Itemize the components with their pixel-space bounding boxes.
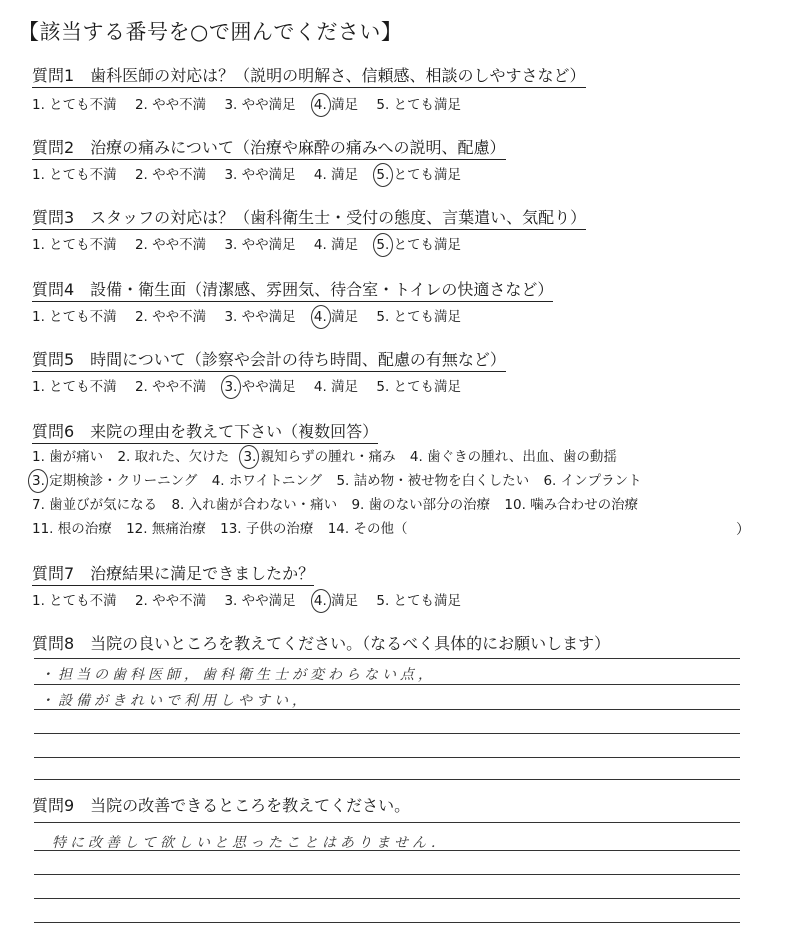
question-5-options [32, 378, 475, 396]
q3-option-2[interactable]: 2. やや不満 [134, 237, 207, 253]
q2-option-1[interactable]: 1. とても不満 [32, 167, 117, 183]
question-4-options [32, 308, 475, 326]
q7-option-4[interactable]: 4. 満足 [313, 593, 359, 609]
q8-rule-line-5 [34, 757, 740, 758]
q8-rule-line-2 [34, 684, 740, 685]
question-4-title: 質問4 設備・衛生面（清潔感、雰囲気、待合室・トイレの快適さなど） [32, 280, 553, 302]
q6-option-painless[interactable]: 12. 無痛治療 [126, 521, 206, 537]
q4-option-5[interactable]: 5. とても満足 [376, 309, 462, 325]
q6-option-missing-teeth[interactable]: 9. 歯のない部分の治療 [351, 497, 491, 513]
q6-option-checkup[interactable]: 3. 定期検診・クリーニング [32, 473, 198, 489]
question-3-title: 質問3 スタッフの対応は？（歯科衛生士・受付の態度、言葉遣い、気配り） [32, 208, 586, 230]
q8-rule-line-6 [34, 779, 740, 780]
q2-option-3[interactable]: 3. やや満足 [224, 167, 296, 183]
q6-row-1 [32, 448, 627, 466]
instruction-heading: 【該当する番号を○で囲んでください】 [18, 20, 403, 44]
q2-option-2[interactable]: 2. やや不満 [134, 167, 207, 183]
q6-option-bite[interactable]: 10. 噛み合わせの治療 [504, 497, 639, 513]
q6-other-close-paren: ） [736, 522, 750, 538]
q9-answer-1: 特に改善して欲しいと思ったことはありません． [52, 835, 449, 851]
q3-option-5[interactable]: 5. とても満足 [376, 237, 462, 253]
q5-option-2[interactable]: 2. やや不満 [134, 379, 207, 395]
question-8-title: 質問8 当院の良いところを教えてください。（なるべく具体的にお願いします） [32, 634, 611, 653]
q7-option-1[interactable]: 1. とても不満 [32, 593, 117, 609]
q6-option-gum-swelling[interactable]: 4. 歯ぐきの腫れ、出血、歯の動揺 [409, 449, 617, 465]
q7-option-3[interactable]: 3. やや満足 [224, 593, 296, 609]
q5-option-4[interactable]: 4. 満足 [313, 379, 359, 395]
q3-option-4[interactable]: 4. 満足 [313, 237, 359, 253]
q6-option-whitening[interactable]: 4. ホワイトニング [211, 473, 323, 489]
question-5-title: 質問5 時間について（診察や会計の待ち時間、配慮の有無など） [32, 350, 506, 372]
q6-row-2 [32, 472, 652, 490]
question-9-title: 質問9 当院の改善できるところを教えてください。 [32, 796, 411, 815]
q2-option-5[interactable]: 5. とても満足 [376, 167, 462, 183]
q1-option-1[interactable]: 1. とても不満 [32, 97, 117, 113]
q8-rule-line-4 [34, 733, 740, 734]
q6-option-teeth-hurt[interactable]: 1. 歯が痛い [32, 449, 104, 465]
q4-option-3[interactable]: 3. やや満足 [224, 309, 296, 325]
q4-option-1[interactable]: 1. とても不満 [32, 309, 117, 325]
q9-rule-line-2 [34, 850, 740, 851]
q6-row-4 [32, 520, 417, 538]
q8-answer-2: ・設備がきれいで利用しやすい， [40, 693, 310, 709]
q8-rule-line-1 [34, 658, 740, 659]
q1-option-4[interactable]: 4. 満足 [313, 97, 359, 113]
q7-option-2[interactable]: 2. やや不満 [134, 593, 207, 609]
q9-rule-line-5 [34, 922, 740, 923]
q9-rule-line-4 [34, 898, 740, 899]
q6-option-other[interactable]: 14. その他（ [327, 521, 408, 537]
q9-rule-line-1 [34, 822, 740, 823]
question-7-options [32, 592, 475, 610]
q6-option-root-canal[interactable]: 11. 根の治療 [32, 521, 112, 537]
q7-option-5[interactable]: 5. とても満足 [376, 593, 462, 609]
question-6-title: 質問6 来院の理由を教えて下さい（複数回答） [32, 422, 378, 444]
q3-option-1[interactable]: 1. とても不満 [32, 237, 117, 253]
q4-option-2[interactable]: 2. やや不満 [134, 309, 207, 325]
q6-option-white-fillings[interactable]: 5. 詰め物・被せ物を白くしたい [336, 473, 530, 489]
q3-option-3[interactable]: 3. やや満足 [224, 237, 296, 253]
q2-option-4[interactable]: 4. 満足 [313, 167, 359, 183]
q5-option-5[interactable]: 5. とても満足 [376, 379, 462, 395]
q6-option-wisdom-tooth[interactable]: 3. 親知らずの腫れ・痛み [243, 449, 396, 465]
q8-rule-line-3 [34, 709, 740, 710]
q6-option-chipped[interactable]: 2. 取れた、欠けた [117, 449, 230, 465]
question-3-options [32, 236, 475, 254]
q6-option-dentures[interactable]: 8. 入れ歯が合わない・痛い [171, 497, 338, 513]
question-1-options [32, 96, 475, 114]
q6-option-child[interactable]: 13. 子供の治療 [220, 521, 314, 537]
question-2-options [32, 166, 475, 184]
question-2-title: 質問2 治療の痛みについて（治療や麻酔の痛みへの説明、配慮） [32, 138, 506, 160]
q6-row-3 [32, 496, 648, 514]
q8-answer-1: ・担当の歯科医師，歯科衛生士が変わらない点， [40, 667, 436, 683]
q4-option-4[interactable]: 4. 満足 [313, 309, 359, 325]
q6-option-implant[interactable]: 6. インプラント [543, 473, 642, 489]
q1-option-3[interactable]: 3. やや満足 [224, 97, 296, 113]
q5-option-3[interactable]: 3. やや満足 [224, 379, 296, 395]
question-7-title: 質問7 治療結果に満足できましたか？ [32, 564, 314, 586]
question-1-title: 質問1 歯科医師の対応は？（説明の明解さ、信頼感、相談のしやすさなど） [32, 66, 586, 88]
q6-option-alignment[interactable]: 7. 歯並びが気になる [32, 497, 158, 513]
q9-rule-line-3 [34, 874, 740, 875]
q5-option-1[interactable]: 1. とても不満 [32, 379, 117, 395]
q1-option-2[interactable]: 2. やや不満 [134, 97, 207, 113]
q1-option-5[interactable]: 5. とても満足 [376, 97, 462, 113]
